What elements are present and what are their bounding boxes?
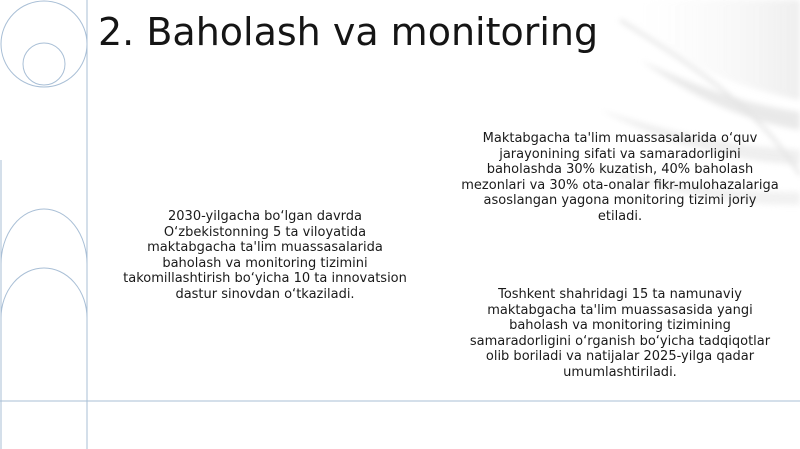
paragraph-monitoring-system: Maktabgacha ta'lim muassasalarida o‘quv jarayonining sifati va samaradorligini baholashda 30% kuzatish, 40% baholash mezonlari va 30% ota-onalar fikr-mulohazalariga asoslangan yagona monitoring tizimi joriy etiladi. xyxy=(461,131,779,224)
paragraph-pilot-programs: 2030-yilgacha bo‘lgan davrda O‘zbekistonning 5 ta viloyatida maktabgacha ta'lim muassasalarida baholash va monitoring tizimini takomillashtirish bo‘yicha 10 ta innovatsion dastur sinovdan o‘tkaziladi. xyxy=(123,209,407,302)
slide-title: 2. Baholash va monitoring xyxy=(98,10,599,54)
paragraph-tashkent-research: Toshkent shahridagi 15 ta namunaviy maktabgacha ta'lim muassasasida yangi baholash va monitoring tizimining samaradorligini o‘rganish bo‘yicha tadqiqotlar olib boriladi va natijalar 2025-yilga qadar umumlashtiriladi. xyxy=(469,287,771,380)
